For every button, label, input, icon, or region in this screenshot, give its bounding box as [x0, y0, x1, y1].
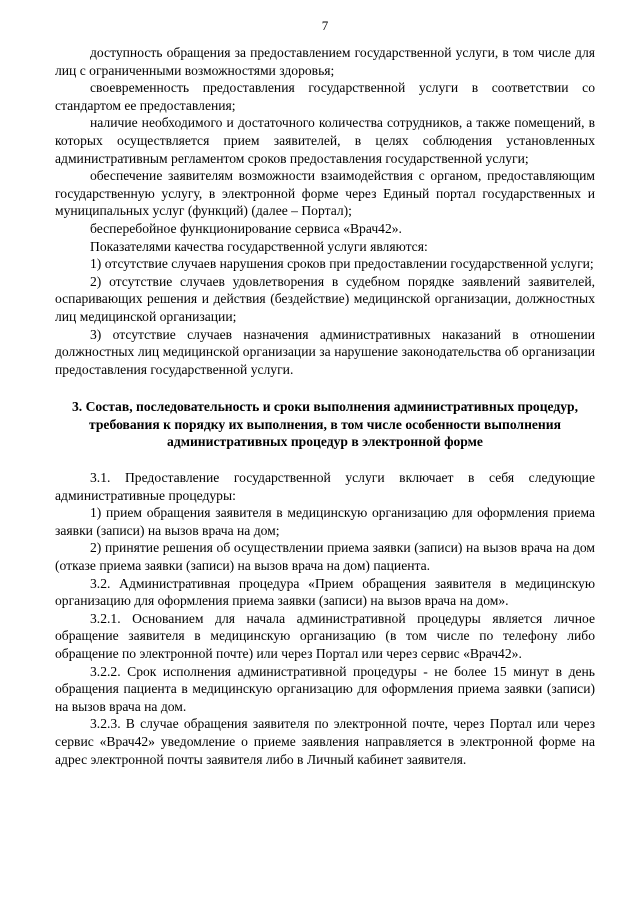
page-number: 7	[321, 18, 329, 33]
paragraph-3-2: 3.2. Административная процедура «Прием обращения заявителя в медицинскую организацию для оформления приема заявки (записи) на вызов врача на дом».	[55, 575, 595, 609]
paragraph-3-2-2: 3.2.2. Срок исполнения административной процедуры - не более 15 минут в день обращения пациента в медицинскую организацию для оформления приема заявки (записи) на вызов врача на дом.	[55, 663, 595, 714]
paragraph-3-1: 3.1. Предоставление государственной услуги включает в себя следующие административные процедуры:	[55, 470, 595, 503]
document-page	[55, 18, 595, 768]
paragraph-staffing: наличие необходимого и достаточного количества сотрудников, а также помещений, в которых осуществляется прием заявителей, в целях соблюдения установленных административным регламентом сроков предоставления государственной услуги;	[55, 115, 595, 166]
procedure-item-2: 2) принятие решения об осуществлении приема заявки (записи) на вызов врача на дом (отказе приема заявки (записи) на вызов врача на дом) пациента.	[55, 540, 595, 574]
procedure-item-1: 1) прием обращения заявителя в медицинскую организацию для оформления приема заявки (записи) на вызов врача на дом;	[55, 505, 595, 538]
list-item-3: 3) отсутствие случаев назначения административных наказаний в отношении должностных лиц медицинской организации за нарушение законодательства об организации предоставления государственной услуги.	[55, 326, 595, 377]
list-item-2: 2) отсутствие случаев удовлетворения в судебном порядке заявлений заявителей, оспаривающих решения и действия (бездействие) медицинской организации, должностных лиц медицинской организации;	[55, 273, 595, 324]
paragraph-timeliness: своевременность предоставления государственной услуги в соответствии со стандартом ее предоставления;	[55, 80, 595, 113]
paragraph-electronic-interaction: обеспечение заявителям возможности взаимодействия с органом, предоставляющим государственную услугу, в электронной форме через Единый портал государственных и муниципальных услуг (функций) (далее – Портал);	[55, 168, 595, 219]
list-item-1: 1) отсутствие случаев нарушения сроков при предоставлении государственной услуги;	[90, 256, 594, 272]
paragraph-3-2-1: 3.2.1. Основанием для начала административной процедуры является личное обращение заявителя в медицинскую организацию (в том числе по телефону либо обращение по электронной почте) или через Портал или через сервис «Врач42».	[55, 610, 595, 661]
paragraph-service-uptime: бесперебойное функционирование сервиса «Врач42».	[90, 220, 402, 236]
paragraph-accessibility: доступность обращения за предоставлением государственной услуги, в том числе для лиц с ограниченными возможностями здоровья;	[55, 45, 595, 78]
paragraph-3-2-3: 3.2.3. В случае обращения заявителя по электронной почте, через Портал или через сервис «Врач42» уведомление о приеме заявления направляется в электронной форме на адрес электронной почты заявителя либо в Личный кабинет заявителя.	[55, 716, 595, 767]
section-heading: 3. Состав, последовательность и сроки выполнения административных процедур, требования к порядку их выполнения, в том числе особенности выполнения административных процедур в электронной форме	[71, 399, 579, 450]
paragraph-quality-indicators: Показателями качества государственной услуги являются:	[90, 238, 428, 254]
